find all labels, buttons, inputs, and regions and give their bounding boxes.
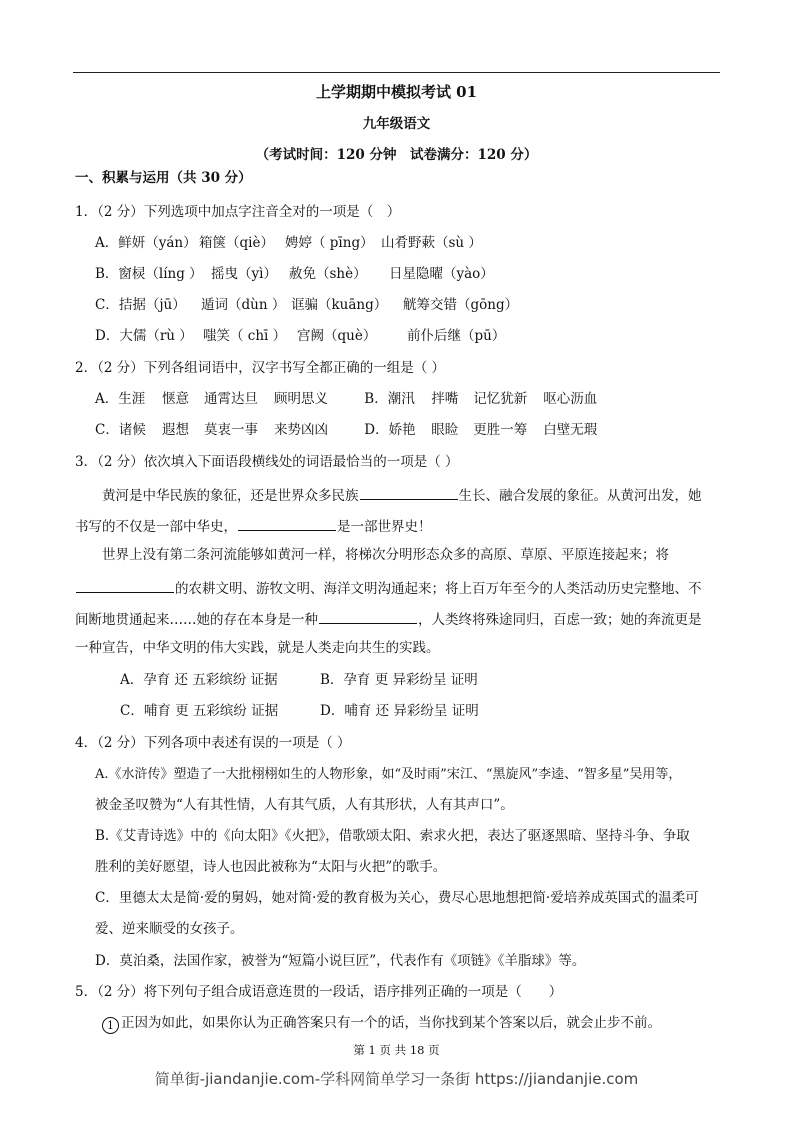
passage-line: 一种宣告，中华文明的伟大实践，就是人类走向共生的实践。 <box>75 640 440 656</box>
sentence-number-badge: 1 <box>102 1017 119 1034</box>
site-watermark: 简单街-jiandanjie.com-学科网简单学习一条街 https://jiandanjie.com <box>154 1070 639 1088</box>
question-5-stem: 5．（2 分）将下列句子组合成语意连贯的一段话，语序排列正确的一项是（ ） <box>75 984 563 1000</box>
question-3-options-ab: A．孕育 还 五彩缤纷 证据 B．孕育 更 异彩纷呈 证明 <box>120 672 478 688</box>
question-3-stem: 3．（2 分）依次填入下面语段横线处的词语最恰当的一项是（ ） <box>75 454 459 470</box>
fill-blank-1[interactable] <box>360 487 458 500</box>
section-heading: 一、积累与运用（共 30 分） <box>75 170 252 186</box>
grade-subject: 九年级语文 <box>362 116 431 132</box>
question-3-options-cd: C．哺育 更 五彩缤纷 证据 D．哺育 还 异彩纷呈 证明 <box>120 703 479 719</box>
question-1-option-c: C．拮据（jū） 遁词（dùn ） 诓骗（kuāng） 觥筹交错（gōng） <box>95 297 519 313</box>
passage-line: 书写的不仅是一部中华史， 是一部世界史！ <box>75 519 432 535</box>
question-4-option-c-cont: 爱、逆来顺受的女孩子。 <box>95 921 244 937</box>
passage-line: 的农耕文明、游牧文明、海洋文明沟通起来；将上百万年至今的人类活动历史完整地、不 <box>75 580 702 597</box>
question-2-stem: 2．（2 分）下列各组词语中，汉字书写全都正确的一组是（ ） <box>75 360 446 376</box>
question-1-option-a: A．鲜妍（yán） 箱箧（qiè） 娉婷（ pīng） 山肴野蔌（sù ） <box>95 235 482 251</box>
question-4-stem: 4．（2 分）下列各项中表述有误的一项是（ ） <box>75 735 351 751</box>
question-1-option-d: D．大儒（rù ） 嗤笑（ chī ） 宫阙（què） 前仆后继（pū） <box>95 328 506 344</box>
question-4-option-b: B.《艾青诗选》中的《向太阳》《火把》，借歌颂太阳、索求火把，表达了驱逐黑暗、坚持斗争、争取 <box>95 828 690 844</box>
question-2-options-cd: C．诸候 遐想 莫衷一事 来势凶凶 D．娇艳 眼睑 更胜一筹 白壁无瑕 <box>95 422 598 438</box>
question-1-stem: 1．（2 分）下列选项中加点字注音全对的一项是（ ） <box>75 204 401 220</box>
passage-line: 黄河是中华民族的象征，还是世界众多民族 生长、融合发展的象征。从黄河出发，她 <box>102 488 702 504</box>
question-4-option-d: D．莫泊桑，法国作家，被誉为“短篇小说巨匠”，代表作有《项链》《羊脂球》等。 <box>95 953 586 969</box>
exam-title: 上学期期中模拟考试 01 <box>315 83 478 101</box>
question-4-option-a: A.《水浒传》塑造了一大批栩栩如生的人物形象，如“及时雨”宋江、“黑旋风”李逵、“智多星”吴用等， <box>95 767 682 782</box>
question-4-option-c: C．里德太太是简·爱的舅妈，她对简·爱的教育极为关心，费尽心思地想把简·爱培养成英国式的温柔可 <box>95 890 699 906</box>
fill-blank-4[interactable] <box>319 611 417 624</box>
question-1-option-b: B．窗棂（líng ） 摇曳（yì） 赦免（shè） 日星隐曜（yào） <box>95 266 494 282</box>
fill-blank-3[interactable] <box>76 580 174 593</box>
page-number: 第 1 页 共 18 页 <box>353 1043 440 1057</box>
header-rule <box>73 72 720 73</box>
question-4-option-a-cont: 被金圣叹赞为“人有其性情，人有其气质，人有其形状，人有其声口”。 <box>95 797 514 813</box>
question-2-options-ab: A．生涯 惬意 通霄达旦 顾明思义 B．潮汛 拌嘴 记忆犹新 呕心沥血 <box>95 391 598 407</box>
question-4-option-b-cont: 胜利的美好愿望，诗人也因此被称为“太阳与火把”的歌手。 <box>95 859 447 875</box>
fill-blank-2[interactable] <box>238 518 336 531</box>
exam-info: （考试时间：120 分钟 试卷满分：120 分） <box>255 147 538 163</box>
passage-line: 世界上没有第二条河流能够如黄河一样，将梯次分明形态众多的高原、草原、平原连接起来；将 <box>102 547 669 563</box>
passage-line: 间断地贯通起来……她的存在本身是一种 ，人类终将殊途同归，百虑一致；她的奔流更是 <box>75 612 702 628</box>
question-5-sentence-1: 1 正因为如此，如果你认为正确答案只有一个的话，当你找到某个答案以后，就会止步不前。 <box>102 1017 661 1034</box>
